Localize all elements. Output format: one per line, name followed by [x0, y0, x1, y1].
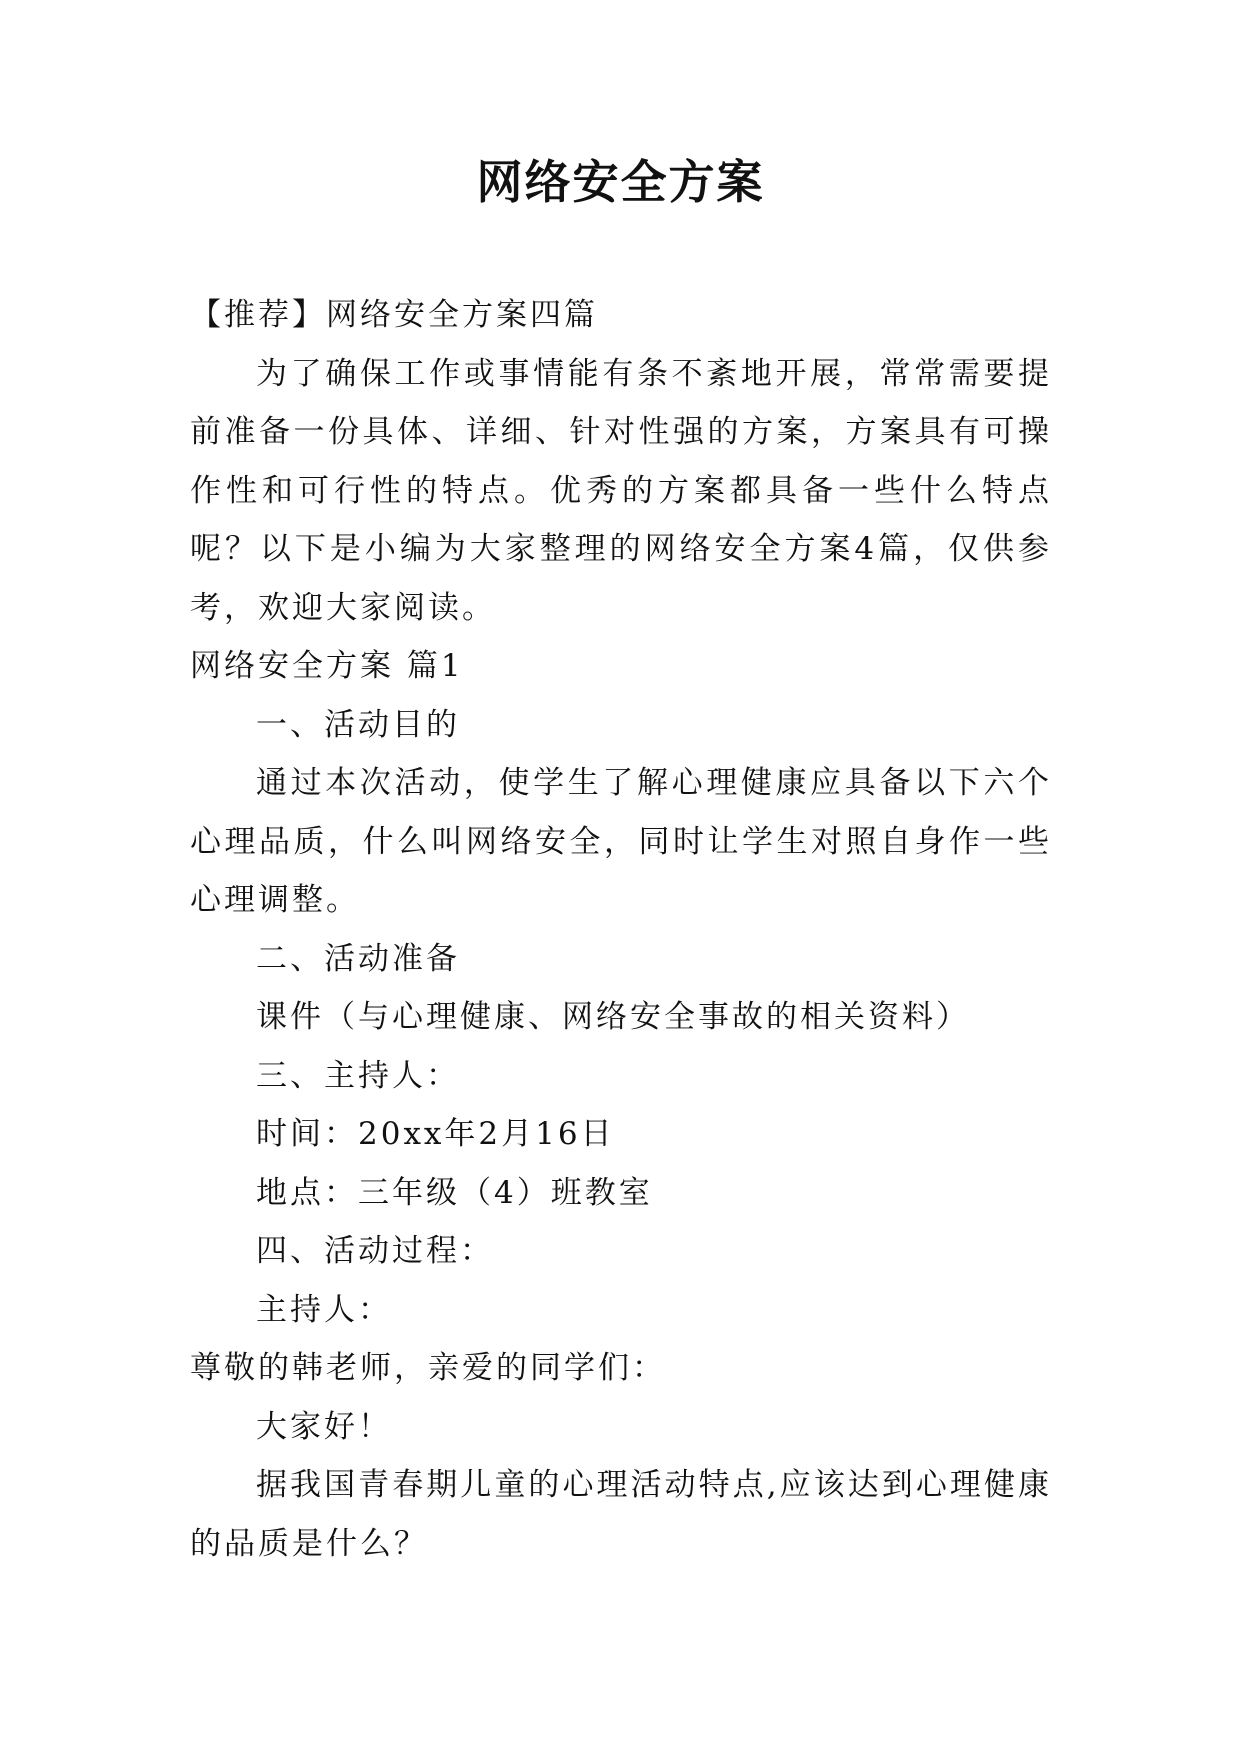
question-paragraph: 据我国青春期儿童的心理活动特点,应该达到心理健康的品质是什么？: [190, 1467, 1052, 1562]
intro-paragraph: 为了确保工作或事情能有条不紊地开展，常常需要提前准备一份具体、详细、针对性强的方案，方案具有可操作性和可行性的特点。优秀的方案都具备一些什么特点呢？以下是小编为大家整理的网络安全方案4篇，仅供参考，欢迎大家阅读。: [190, 355, 1052, 626]
location-line: 地点：三年级（4）班教室: [256, 1174, 653, 1211]
host-line: 主持人：: [256, 1291, 392, 1328]
section-heading-part1: 网络安全方案 篇1: [190, 648, 464, 684]
recommend-heading: 【推荐】网络安全方案四篇: [190, 297, 598, 333]
activity-purpose-heading: 一、活动目的: [256, 706, 460, 743]
document-title: 网络安全方案: [476, 155, 765, 209]
activity-purpose-paragraph: 通过本次活动，使学生了解心理健康应具备以下六个心理品质，什么叫网络安全，同时让学生对照自身作一些心理调整。: [190, 765, 1052, 918]
courseware-line: 课件（与心理健康、网络安全事故的相关资料）: [256, 999, 970, 1035]
host-heading: 三、主持人：: [256, 1057, 460, 1094]
hello-line: 大家好！: [256, 1408, 392, 1445]
activity-process-heading: 四、活动过程：: [256, 1233, 494, 1269]
document-body: [190, 286, 1052, 1573]
time-line: 时间：20xx年2月16日: [256, 1116, 615, 1152]
activity-preparation-heading: 二、活动准备: [256, 940, 460, 977]
greeting-line: 尊敬的韩老师，亲爱的同学们：: [190, 1350, 666, 1386]
